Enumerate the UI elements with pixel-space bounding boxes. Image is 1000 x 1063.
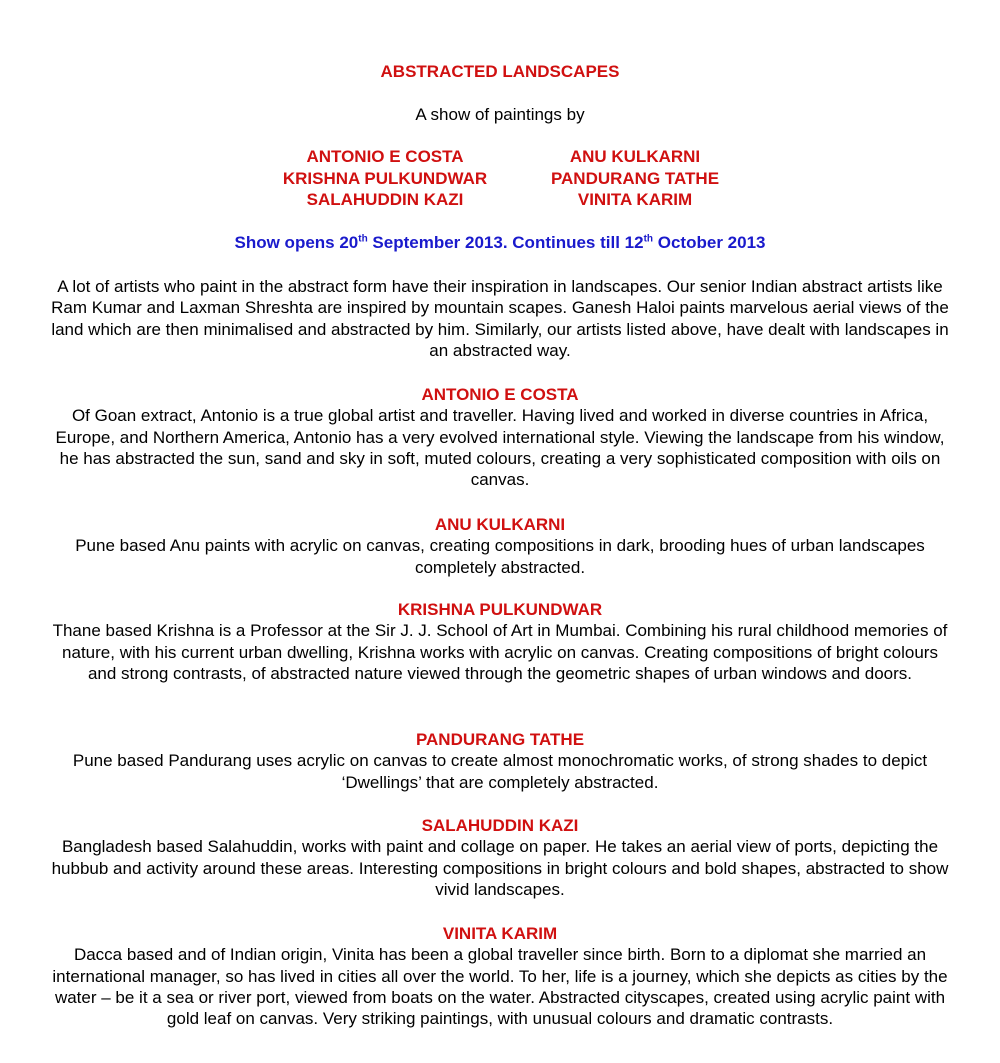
section-heading: ANTONIO E COSTA	[421, 385, 579, 404]
artist-list-left	[250, 146, 520, 211]
document-subtitle: A show of paintings by	[415, 105, 585, 124]
show-dates-part3: October 2013	[653, 233, 766, 252]
artist-name: PANDURANG TATHE	[550, 168, 720, 188]
artist-section	[48, 815, 952, 900]
artist-name: SALAHUDDIN KAZI	[306, 190, 464, 209]
section-heading: ANU KULKARNI	[434, 515, 566, 534]
artist-name: ANTONIO E COSTA	[306, 147, 464, 166]
section-body: Pune based Anu paints with acrylic on canvas, creating compositions in dark, brooding hues of urban landscapes completely abstracted.	[75, 536, 925, 577]
intro-paragraph: A lot of artists who paint in the abstract form have their inspiration in landscapes. Our senior Indian abstract artists like Ram Kumar and Laxman Shreshta are inspired by mountain scapes. Ganesh Haloi paints marvelous aerial views of the land which are then minimalised and abstracted by him. Similarly, our artists listed above, have dealt with landscapes in an abstracted way.	[51, 277, 949, 360]
artist-section	[48, 599, 952, 684]
section-heading: KRISHNA PULKUNDWAR	[397, 600, 603, 619]
artist-name: ANU KULKARNI	[569, 147, 701, 166]
artist-section	[48, 384, 952, 490]
section-body: Of Goan extract, Antonio is a true global artist and traveller. Having lived and worked in diverse countries in Africa, Europe, and Northern America, Antonio has a very evolved international style. Viewing the landscape from his window, he has abstracted the sun, sand and sky in soft, muted colours, creating a very sophisticated composition with oils on canvas.	[55, 406, 945, 490]
show-dates-part2: September 2013. Continues till 12	[367, 233, 644, 252]
section-heading: PANDURANG TATHE	[415, 730, 585, 749]
section-body: Thane based Krishna is a Professor at the Sir J. J. School of Art in Mumbai. Combining his rural childhood memories of nature, with his current urban dwelling, Krishna works with acrylic on canvas. Creating compositions of bright colours and strong contrasts, of abstracted nature viewed through the geometric shapes of urban windows and doors.	[52, 621, 948, 683]
show-dates-sup1: th	[358, 233, 368, 245]
section-body: Pune based Pandurang uses acrylic on canvas to create almost monochromatic works, of strong shades to depict ‘Dwellings’ that are completely abstracted.	[72, 751, 928, 792]
show-dates	[0, 232, 1000, 254]
artist-name: KRISHNA PULKUNDWAR	[282, 168, 488, 188]
section-heading: VINITA KARIM	[442, 924, 558, 943]
section-body: Dacca based and of Indian origin, Vinita has been a global traveller since birth. Born to a diplomat she married an international manager, so has lived in cities all over the world. To her, life is a journey, which she depicts as cities by the water – be it a sea or river port, viewed from boats on the water. Abstracted cityscapes, created using acrylic paint with gold leaf on canvas. Very striking paintings, with unusual colours and dramatic contrasts.	[52, 945, 948, 1029]
show-dates-sup2: th	[643, 233, 654, 245]
artist-name: VINITA KARIM	[577, 190, 693, 209]
artist-list-right	[500, 146, 770, 211]
show-dates-part1: Show opens 20	[234, 233, 359, 252]
artist-section	[48, 514, 952, 578]
document-title: ABSTRACTED LANDSCAPES	[380, 62, 620, 81]
artist-section	[48, 923, 952, 1029]
section-body: Bangladesh based Salahuddin, works with paint and collage on paper. He takes an aerial view of ports, depicting the hubbub and activity around these areas. Interesting compositions in bright colours and bold shapes, abstracted to show vivid landscapes.	[51, 837, 949, 899]
section-heading: SALAHUDDIN KAZI	[421, 816, 579, 835]
artist-section	[48, 729, 952, 793]
